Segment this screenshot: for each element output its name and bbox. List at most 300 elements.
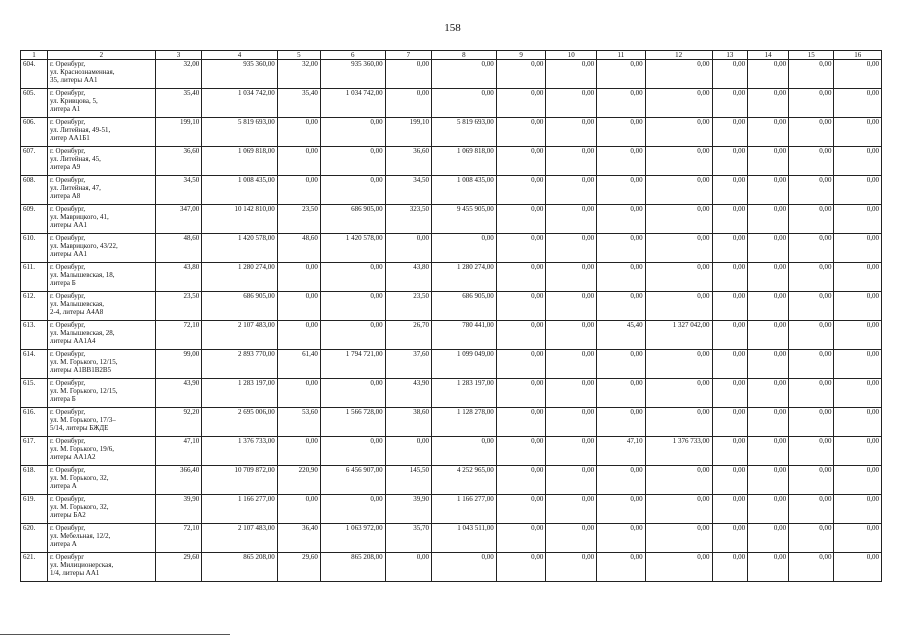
value-cell: 0,00 [320,321,385,350]
value-cell: 0,00 [597,118,646,147]
value-cell: 47,10 [597,437,646,466]
value-cell: 0,00 [496,176,546,205]
table-row [21,379,882,408]
value-cell: 32,00 [155,60,201,89]
table-row [21,176,882,205]
value-cell: 39,90 [385,495,431,524]
value-cell: 37,60 [385,350,431,379]
value-cell: 1 420 578,00 [320,234,385,263]
value-cell: 0,00 [834,147,882,176]
value-cell: 2 107 483,00 [202,321,278,350]
address-line: литер АА1Б1 [49,134,90,142]
value-cell: 0,00 [712,147,748,176]
value-cell: 1 420 578,00 [202,234,278,263]
value-cell: 0,00 [496,321,546,350]
value-cell: 0,00 [496,495,546,524]
row-number: 606. [21,118,48,147]
address-line: г. Оренбург, [49,495,86,503]
value-cell: 1 280 274,00 [202,263,278,292]
address-line: г. Оренбург, [49,292,86,300]
value-cell: 0,00 [748,292,789,321]
address-line: 2-4, литеры А4А8 [49,308,104,316]
value-cell: 0,00 [834,234,882,263]
address-line: ул. М. Горького, 32, [49,474,109,482]
value-cell: 0,00 [277,263,320,292]
value-cell: 686 905,00 [320,205,385,234]
value-cell: 1 008 435,00 [202,176,278,205]
address-line: г. Оренбург, [49,205,86,213]
value-cell: 0,00 [320,147,385,176]
value-cell: 0,00 [748,379,789,408]
value-cell: 0,00 [546,118,597,147]
value-cell: 0,00 [712,118,748,147]
address-cell [47,60,155,89]
value-cell: 935 360,00 [202,60,278,89]
value-cell: 0,00 [496,408,546,437]
value-cell: 0,00 [789,234,834,263]
address-cell [47,263,155,292]
value-cell: 0,00 [834,437,882,466]
value-cell: 0,00 [597,466,646,495]
table-body [21,60,882,582]
value-cell: 0,00 [789,408,834,437]
value-cell: 35,70 [385,524,431,553]
value-cell: 2 893 770,00 [202,350,278,379]
address-line: ул. Кривцова, 5, [49,97,98,105]
row-number: 611. [21,263,48,292]
value-cell: 0,00 [432,89,497,118]
value-cell: 0,00 [597,89,646,118]
address-line: г. Оренбург, [49,147,86,155]
value-cell: 0,00 [712,292,748,321]
value-cell: 0,00 [385,437,431,466]
address-line: литера Б [49,279,76,287]
value-cell: 0,00 [546,466,597,495]
column-number: 4 [202,51,278,60]
value-cell: 1 043 511,00 [432,524,497,553]
value-cell: 0,00 [546,263,597,292]
address-line: литеры А1ВВ1В2В5 [49,366,112,374]
address-line: г. Оренбург, [49,60,86,68]
address-cell [47,176,155,205]
value-cell: 36,60 [385,147,431,176]
value-cell: 26,70 [385,321,431,350]
value-cell: 0,00 [712,263,748,292]
value-cell: 34,50 [155,176,201,205]
column-number: 1 [21,51,48,60]
value-cell: 0,00 [748,350,789,379]
value-cell: 0,00 [789,205,834,234]
table-row [21,408,882,437]
column-number: 5 [277,51,320,60]
table-row [21,263,882,292]
address-line: литера А [49,540,77,548]
value-cell: 0,00 [597,60,646,89]
value-cell: 0,00 [277,118,320,147]
value-cell: 0,00 [712,495,748,524]
value-cell: 0,00 [834,379,882,408]
address-line: литера А8 [49,192,81,200]
address-line: г. Оренбург, [49,408,86,416]
address-line: литера А [49,482,77,490]
row-number: 613. [21,321,48,350]
value-cell: 43,90 [155,379,201,408]
value-cell: 99,00 [155,350,201,379]
value-cell: 0,00 [496,234,546,263]
value-cell: 0,00 [712,60,748,89]
value-cell: 1 069 818,00 [202,147,278,176]
table-row [21,495,882,524]
table-row [21,437,882,466]
value-cell: 0,00 [496,379,546,408]
value-cell: 0,00 [834,408,882,437]
value-cell: 0,00 [496,466,546,495]
value-cell: 45,40 [597,321,646,350]
value-cell: 35,40 [277,89,320,118]
value-cell: 199,10 [385,118,431,147]
value-cell: 0,00 [277,321,320,350]
value-cell: 0,00 [645,379,712,408]
value-cell: 0,00 [748,553,789,582]
value-cell: 0,00 [789,553,834,582]
column-number: 14 [748,51,789,60]
value-cell: 4 252 965,00 [432,466,497,495]
column-number: 12 [645,51,712,60]
value-cell: 0,00 [597,379,646,408]
value-cell: 0,00 [277,379,320,408]
value-cell: 1 099 049,00 [432,350,497,379]
value-cell: 0,00 [789,176,834,205]
value-cell: 0,00 [277,292,320,321]
value-cell: 0,00 [789,60,834,89]
address-line: ул. Мебельная, 12/2, [49,532,111,540]
value-cell: 0,00 [496,553,546,582]
value-cell: 0,00 [748,89,789,118]
address-line: г. Оренбург, [49,118,86,126]
value-cell: 0,00 [712,466,748,495]
value-cell: 865 208,00 [320,553,385,582]
value-cell: 0,00 [597,524,646,553]
value-cell: 0,00 [748,263,789,292]
value-cell: 0,00 [645,263,712,292]
address-cell [47,495,155,524]
address-line: 5/14, литеры БЖДЕ [49,424,109,432]
value-cell: 10 142 810,00 [202,205,278,234]
value-cell: 935 360,00 [320,60,385,89]
value-cell: 0,00 [789,350,834,379]
value-cell: 0,00 [496,263,546,292]
column-number: 8 [432,51,497,60]
value-cell: 0,00 [748,408,789,437]
value-cell: 32,00 [277,60,320,89]
value-cell: 0,00 [597,553,646,582]
value-cell: 0,00 [597,292,646,321]
address-line: г. Оренбург, [49,379,86,387]
address-line: г. Оренбург, [49,263,86,271]
value-cell: 72,10 [155,321,201,350]
value-cell: 53,60 [277,408,320,437]
value-cell: 0,00 [834,524,882,553]
value-cell: 0,00 [277,437,320,466]
value-cell: 0,00 [712,321,748,350]
value-cell: 0,00 [597,176,646,205]
address-line: ул. Малышевская, 18, [49,271,115,279]
page-number: 158 [444,22,461,34]
value-cell: 366,40 [155,466,201,495]
address-line: г. Оренбург, [49,466,86,474]
value-cell: 23,50 [385,292,431,321]
value-cell: 0,00 [432,437,497,466]
value-cell: 0,00 [432,553,497,582]
value-cell: 23,50 [155,292,201,321]
row-number: 614. [21,350,48,379]
value-cell: 0,00 [834,118,882,147]
table-row [21,147,882,176]
value-cell: 29,60 [277,553,320,582]
value-cell: 780 441,00 [432,321,497,350]
value-cell: 0,00 [748,60,789,89]
value-cell: 1 283 197,00 [432,379,497,408]
column-number: 7 [385,51,431,60]
value-cell: 0,00 [385,60,431,89]
value-cell: 0,00 [496,89,546,118]
address-cell [47,234,155,263]
value-cell: 0,00 [748,495,789,524]
address-line: ул. М. Горького, 19/6, [49,445,114,453]
value-cell: 0,00 [834,205,882,234]
table-row [21,466,882,495]
value-cell: 72,10 [155,524,201,553]
address-line: литера А9 [49,163,81,171]
property-table [20,50,882,582]
value-cell: 0,00 [597,495,646,524]
value-cell: 1 069 818,00 [432,147,497,176]
value-cell: 43,90 [385,379,431,408]
table-row [21,234,882,263]
value-cell: 0,00 [546,234,597,263]
value-cell: 0,00 [789,263,834,292]
address-line: ул. Литейная, 49-51, [49,126,111,134]
value-cell: 38,60 [385,408,431,437]
value-cell: 0,00 [320,379,385,408]
address-cell [47,466,155,495]
value-cell: 1 034 742,00 [202,89,278,118]
address-line: литеры АА1 [49,221,87,229]
value-cell: 0,00 [496,147,546,176]
value-cell: 1 063 972,00 [320,524,385,553]
value-cell: 0,00 [496,292,546,321]
address-line: литеры АА1А2 [49,453,96,461]
address-line: ул. Литейная, 47, [49,184,101,192]
value-cell: 36,40 [277,524,320,553]
value-cell: 1 376 733,00 [202,437,278,466]
value-cell: 0,00 [645,118,712,147]
value-cell: 48,60 [277,234,320,263]
value-cell: 0,00 [385,553,431,582]
value-cell: 0,00 [834,263,882,292]
address-line: г. Оренбург, [49,176,86,184]
row-number: 619. [21,495,48,524]
address-line: ул. Маврицкого, 43/22, [49,242,118,250]
value-cell: 0,00 [789,524,834,553]
value-cell: 0,00 [712,437,748,466]
value-cell: 0,00 [645,176,712,205]
address-line: ул. Маврицкого, 41, [49,213,109,221]
value-cell: 0,00 [748,524,789,553]
value-cell: 0,00 [834,89,882,118]
value-cell: 0,00 [789,292,834,321]
address-cell [47,350,155,379]
address-cell [47,408,155,437]
value-cell: 0,00 [789,437,834,466]
value-cell: 0,00 [546,205,597,234]
value-cell: 6 456 907,00 [320,466,385,495]
value-cell: 0,00 [645,292,712,321]
value-cell: 0,00 [277,495,320,524]
value-cell: 1 034 742,00 [320,89,385,118]
address-cell [47,292,155,321]
value-cell: 43,80 [155,263,201,292]
value-cell: 0,00 [496,205,546,234]
value-cell: 2 107 483,00 [202,524,278,553]
value-cell: 0,00 [546,350,597,379]
value-cell: 0,00 [789,118,834,147]
value-cell: 0,00 [496,118,546,147]
value-cell: 0,00 [385,234,431,263]
value-cell: 0,00 [546,176,597,205]
bottom-rule [0,634,230,635]
address-line: г. Оренбург, [49,350,86,358]
value-cell: 0,00 [834,292,882,321]
row-number: 612. [21,292,48,321]
value-cell: 1 166 277,00 [432,495,497,524]
value-cell: 0,00 [789,495,834,524]
value-cell: 0,00 [645,466,712,495]
address-cell [47,553,155,582]
value-cell: 0,00 [645,408,712,437]
address-cell [47,321,155,350]
value-cell: 47,10 [155,437,201,466]
value-cell: 36,60 [155,147,201,176]
value-cell: 0,00 [712,89,748,118]
value-cell: 0,00 [834,495,882,524]
value-cell: 0,00 [834,350,882,379]
table-row [21,524,882,553]
address-line: ул. Малышевская, 28, [49,329,115,337]
value-cell: 0,00 [320,118,385,147]
value-cell: 0,00 [546,60,597,89]
value-cell: 0,00 [748,147,789,176]
value-cell: 0,00 [597,234,646,263]
row-number: 620. [21,524,48,553]
column-number: 13 [712,51,748,60]
value-cell: 0,00 [834,176,882,205]
address-line: литера Б [49,395,76,403]
value-cell: 1 283 197,00 [202,379,278,408]
value-cell: 0,00 [645,89,712,118]
table-row [21,205,882,234]
value-cell: 199,10 [155,118,201,147]
value-cell: 686 905,00 [432,292,497,321]
address-line: ул. М. Горького, 12/15, [49,387,118,395]
value-cell: 0,00 [496,350,546,379]
column-number: 10 [546,51,597,60]
row-number: 615. [21,379,48,408]
column-number: 3 [155,51,201,60]
row-number: 605. [21,89,48,118]
value-cell: 145,50 [385,466,431,495]
address-line: ул. М. Горького, 12/15, [49,358,118,366]
address-cell [47,524,155,553]
value-cell: 0,00 [748,176,789,205]
value-cell: 0,00 [496,60,546,89]
value-cell: 0,00 [546,379,597,408]
value-cell: 0,00 [789,89,834,118]
row-number: 604. [21,60,48,89]
value-cell: 0,00 [712,408,748,437]
address-line: 1/4, литеры АА1 [49,569,100,577]
value-cell: 0,00 [645,350,712,379]
value-cell: 35,40 [155,89,201,118]
value-cell: 39,90 [155,495,201,524]
value-cell: 0,00 [645,60,712,89]
column-number: 9 [496,51,546,60]
value-cell: 0,00 [546,147,597,176]
address-line: г. Оренбург, [49,234,86,242]
value-cell: 1 566 728,00 [320,408,385,437]
value-cell: 0,00 [645,205,712,234]
value-cell: 61,40 [277,350,320,379]
value-cell: 43,80 [385,263,431,292]
address-line: г. Оренбург, [49,321,86,329]
address-line: ул. Литейная, 45, [49,155,101,163]
value-cell: 0,00 [546,553,597,582]
value-cell: 0,00 [320,292,385,321]
value-cell: 0,00 [645,524,712,553]
row-number: 609. [21,205,48,234]
value-cell: 0,00 [712,350,748,379]
value-cell: 5 819 693,00 [202,118,278,147]
address-line: литеры АА1А4 [49,337,96,345]
value-cell: 2 695 006,00 [202,408,278,437]
table-row [21,89,882,118]
table-row [21,553,882,582]
value-cell: 0,00 [645,553,712,582]
value-cell: 323,50 [385,205,431,234]
value-cell: 1 794 721,00 [320,350,385,379]
address-line: 35, литеры АА1 [49,76,98,84]
value-cell: 0,00 [546,89,597,118]
value-cell: 0,00 [496,437,546,466]
column-number: 6 [320,51,385,60]
value-cell: 1 128 278,00 [432,408,497,437]
address-line: ул. Милиционерская, [49,561,114,569]
value-cell: 0,00 [645,147,712,176]
value-cell: 0,00 [834,466,882,495]
value-cell: 0,00 [546,437,597,466]
value-cell: 0,00 [789,321,834,350]
address-line: г. Оренбург [49,553,85,561]
value-cell: 0,00 [712,234,748,263]
value-cell: 48,60 [155,234,201,263]
row-number: 621. [21,553,48,582]
value-cell: 865 208,00 [202,553,278,582]
table-row [21,60,882,89]
value-cell: 0,00 [645,495,712,524]
value-cell: 0,00 [834,60,882,89]
value-cell: 0,00 [748,118,789,147]
value-cell: 0,00 [789,147,834,176]
